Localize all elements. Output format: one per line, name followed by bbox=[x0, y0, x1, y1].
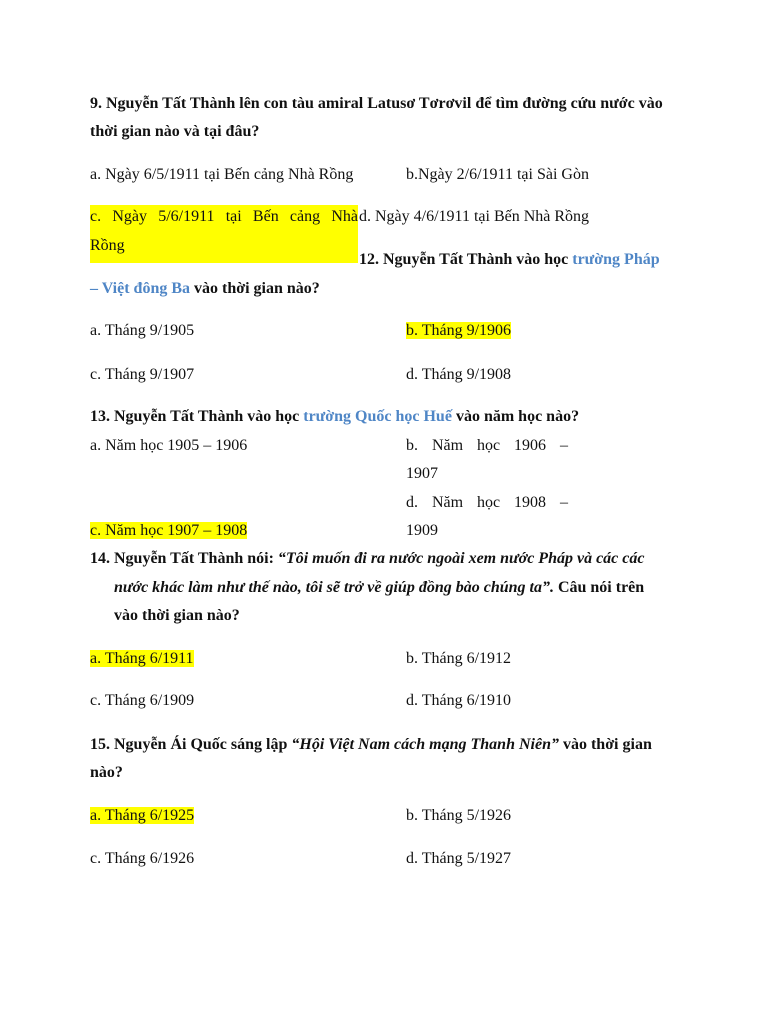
q13-text bbox=[90, 403, 579, 431]
q12-prefix: 12. Nguyễn Tất Thành vào học bbox=[359, 251, 573, 268]
q12-option-a: a. Tháng 9/1905 bbox=[90, 322, 195, 339]
q13-prefix: 13. Nguyễn Tất Thành vào học bbox=[90, 408, 304, 425]
q14-option-d: d. Tháng 6/1910 bbox=[406, 692, 512, 709]
q13-option-d-line2: 1909 bbox=[406, 522, 438, 539]
q14-prefix: 14. Nguyễn Tất Thành nói: bbox=[90, 550, 278, 567]
q12-school-name-part1: trường Pháp bbox=[572, 251, 660, 268]
q12-text-line2 bbox=[90, 275, 320, 303]
q15-suffix: vào thời gian bbox=[558, 736, 652, 753]
q13-option-b-line2: 1907 bbox=[406, 465, 438, 482]
q14-option-b: b. Tháng 6/1912 bbox=[406, 650, 512, 667]
q14-quote-part2: nước khác làm như thế nào, tôi sẽ trở về giúp đồng bào chúng ta”. bbox=[114, 579, 554, 596]
q13-option-c: c. Năm học 1907 – 1908 bbox=[90, 522, 248, 539]
q9-option-c-line1: c. Ngày 5/6/1911 tại Bến cảng Nhà bbox=[90, 208, 358, 225]
q14-option-a-wrap bbox=[90, 645, 194, 673]
q12-text-line1 bbox=[359, 246, 660, 274]
q15-option-a-wrap bbox=[90, 802, 194, 830]
q15-option-c: c. Tháng 6/1926 bbox=[90, 850, 195, 867]
q12-option-b-wrap bbox=[406, 317, 511, 345]
q13-option-a: a. Năm học 1905 – 1906 bbox=[90, 437, 248, 454]
q15-text-line2: nào? bbox=[90, 764, 123, 781]
q9-option-c-line2: Rồng bbox=[90, 237, 125, 254]
q14-text-line3: vào thời gian nào? bbox=[114, 607, 240, 624]
q12-option-d: d. Tháng 9/1908 bbox=[406, 366, 512, 383]
q15-option-b: b. Tháng 5/1926 bbox=[406, 807, 512, 824]
q12-option-b: b. Tháng 9/1906 bbox=[406, 322, 512, 339]
q15-text-line1 bbox=[90, 731, 652, 759]
q13-suffix: vào năm học nào? bbox=[451, 408, 580, 425]
q13-school-name: trường Quốc học Huế bbox=[303, 408, 452, 425]
q14-text-line1 bbox=[90, 545, 644, 573]
q12-option-c: c. Tháng 9/1907 bbox=[90, 366, 195, 383]
q14-option-c: c. Tháng 6/1909 bbox=[90, 692, 195, 709]
q15-option-d: d. Tháng 5/1927 bbox=[406, 850, 512, 867]
q14-option-a: a. Tháng 6/1911 bbox=[90, 650, 194, 667]
q15-option-a: a. Tháng 6/1925 bbox=[90, 807, 195, 824]
q9-option-a: a. Ngày 6/5/1911 tại Bến cảng Nhà Rồng bbox=[90, 166, 354, 183]
q13-option-d-line1: d. Năm học 1908 – bbox=[406, 494, 568, 511]
q14-quote-part1: “Tôi muốn đi ra nước ngoài xem nước Pháp và các các bbox=[277, 550, 645, 567]
q15-prefix: 15. Nguyễn Ái Quốc sáng lập bbox=[90, 736, 292, 753]
q12-suffix: vào thời gian nào? bbox=[190, 280, 320, 297]
q14-tail: Câu nói trên bbox=[553, 579, 645, 596]
q12-school-name-part2: – Việt đông Ba bbox=[90, 280, 191, 297]
q13-option-b-line1: b. Năm học 1906 – bbox=[406, 437, 568, 454]
q9-option-b: b.Ngày 2/6/1911 tại Sài Gòn bbox=[406, 166, 589, 183]
q9-text-line2: thời gian nào và tại đâu? bbox=[90, 123, 260, 140]
q9-option-d: d. Ngày 4/6/1911 tại Bến Nhà Rồng bbox=[359, 208, 590, 225]
q14-text-line2 bbox=[114, 574, 644, 602]
q15-organization-name: “Hội Việt Nam cách mạng Thanh Niên” bbox=[291, 736, 559, 753]
q9-text-line1: 9. Nguyễn Tất Thành lên con tàu amiral Latusơ Tơrơvil để tìm đường cứu nước vào bbox=[90, 95, 663, 112]
q13-option-c-wrap bbox=[90, 517, 247, 545]
